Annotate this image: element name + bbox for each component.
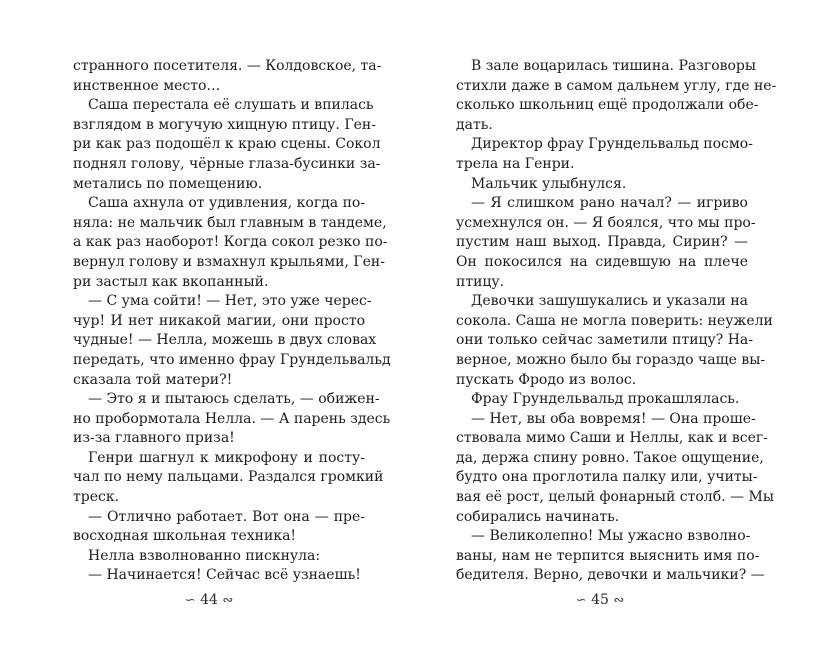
- left-ornament-icon: ∽: [184, 593, 196, 608]
- text-line: сколько школьниц ещё продолжали обе-: [456, 97, 759, 114]
- text-line: Он покосился на сидевшую на плече: [456, 253, 748, 270]
- text-line: верное, можно было бы гораздо чаще вы-: [456, 351, 766, 368]
- text-line: Мальчик улыбнулся.: [471, 175, 627, 192]
- text-line: — С ума сойти! — Нет, это уже черес-: [88, 293, 372, 310]
- text-line: трела на Генри.: [456, 155, 575, 172]
- text-line: из-за главного приза!: [73, 430, 235, 447]
- text-line: Директор фрау Грундельвальд посмо-: [471, 136, 753, 153]
- right-page-number-value: 45: [591, 592, 609, 608]
- text-line: ри застыл как вкопанный.: [73, 273, 269, 290]
- text-line: но пробормотала Нелла. — А парень здесь: [73, 410, 391, 427]
- text-line: Девочки зашушукались и указали на: [471, 293, 748, 310]
- text-line: ваны, нам не терпится выяснить имя по-: [456, 547, 760, 564]
- left-page-text: [73, 57, 391, 586]
- left-page-number-value: 44: [200, 592, 218, 608]
- text-line: птицу.: [456, 273, 505, 290]
- text-line: Саша ахнула от удивления, когда по-: [88, 195, 366, 212]
- text-line: передать, что именно фрау Грундельвальд: [73, 351, 391, 368]
- text-line: усмехнулся он. — Я боялся, что мы про-: [456, 214, 756, 231]
- text-line: вая её рост, целый фонарный столб. — Мы: [456, 489, 774, 506]
- text-line: дать.: [456, 116, 493, 133]
- text-line: будто она проглотила палку или, учиты-: [456, 469, 758, 486]
- text-line: собирались начинать.: [456, 508, 620, 525]
- text-line: — Великолепно! Мы ужасно взволно-: [471, 528, 751, 545]
- text-line: — Я слишком рано начал? — игриво: [471, 195, 748, 212]
- text-line: они только сейчас заметили птицу? На-: [456, 332, 754, 349]
- text-line: чудные! — Нелла, можешь в двух словах: [73, 332, 377, 349]
- text-line: пустим наш выход. Правда, Сирин? —: [456, 234, 748, 251]
- right-ornament-icon: ∾: [222, 593, 234, 608]
- text-line: сказала той матери?!: [73, 371, 233, 388]
- left-page-number: [159, 592, 259, 608]
- text-line: — Нет, вы оба вовремя! — Она проше-: [471, 410, 756, 427]
- text-line: сокола. Саша не могла поверить: неужели: [456, 312, 773, 329]
- text-line: поднял голову, чёрные глаза-бусинки за-: [73, 155, 381, 172]
- right-page-text: [456, 57, 777, 586]
- text-line: взглядом в могучую хищную птицу. Ген-: [73, 116, 376, 133]
- text-line: да, держа спину ровно. Такое ощущение,: [456, 449, 764, 466]
- text-line: — Это я и пытаюсь сделать, — обижен-: [88, 391, 380, 408]
- text-line: восходная школьная техника!: [73, 528, 297, 545]
- text-line: инственное место…: [73, 77, 221, 94]
- text-line: бедителя. Верно, девочки и мальчики? —: [456, 567, 765, 584]
- text-line: Саша перестала её слушать и впилась: [88, 97, 374, 114]
- left-ornament-icon: ∽: [575, 593, 587, 608]
- text-line: метались по помещению.: [73, 175, 263, 192]
- text-line: Нелла взволнованно пискнула:: [88, 547, 321, 564]
- text-line: ствовала мимо Саши и Неллы, как и всег-: [456, 430, 768, 447]
- text-line: странного посетителя. — Колдовское, та-: [73, 58, 382, 74]
- text-line: В зале воцарилась тишина. Разговоры: [471, 58, 757, 74]
- text-line: треск.: [73, 489, 120, 506]
- text-line: пускать Фродо из волос.: [456, 371, 637, 388]
- right-page-number: [550, 592, 650, 608]
- text-line: Генри шагнул к микрофону и посту-: [88, 449, 365, 466]
- text-line: вернул голову и взмахнул крыльями, Ген-: [73, 253, 385, 270]
- text-line: ри как раз подошёл к краю сцены. Сокол: [73, 136, 381, 153]
- text-line: чур! И нет никакой магии, они просто: [73, 312, 365, 329]
- text-line: — Отлично работает. Вот она — пре-: [88, 508, 365, 525]
- text-line: Фрау Грундельвальд прокашлялась.: [471, 391, 740, 408]
- text-line: няла: не мальчик был главным в тандеме,: [73, 214, 387, 231]
- text-line: — Начинается! Сейчас всё узнаешь!: [88, 567, 361, 584]
- text-line: а как раз наоборот! Когда сокол резко по-: [73, 234, 388, 251]
- text-line: стихли даже в самом дальнем углу, где не-: [456, 77, 777, 94]
- text-line: чал по нему пальцами. Раздался громкий: [73, 469, 384, 486]
- right-ornament-icon: ∾: [613, 593, 625, 608]
